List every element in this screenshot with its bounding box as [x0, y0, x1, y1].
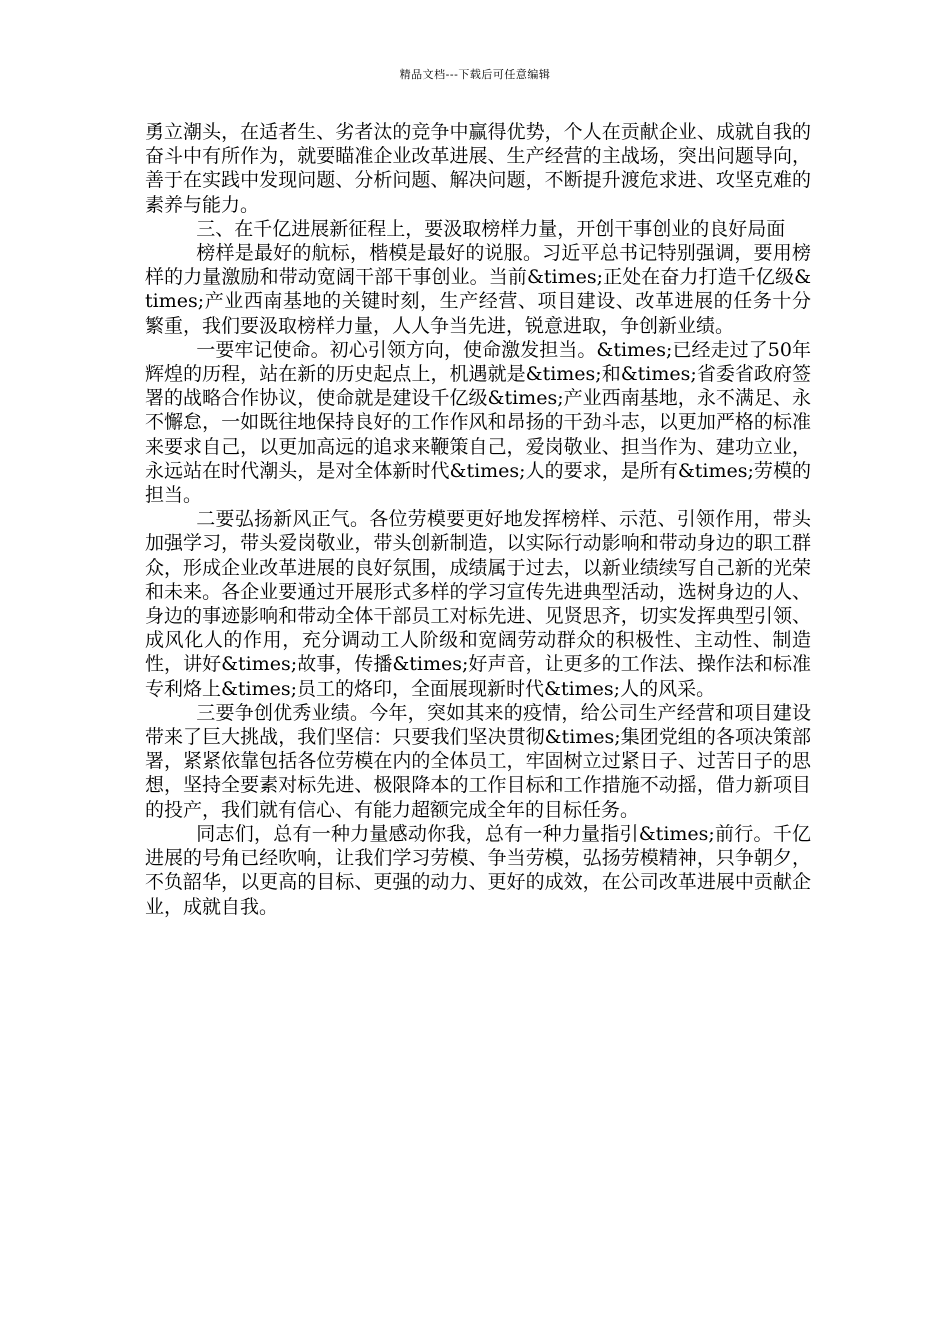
paragraph-remember-mission: 一要牢记使命。初心引领方向，使命激发担当。&times;已经走过了50年辉煌的历程，站在新的历史起点上，机遇就是&times;和&times;省委省政府签署的战略合作协议，使命就是建设千亿级&times;产业西南基地，永不满足、永不懈怠，一如既往地保持良好的工作作风和昂扬的干劲斗志，以更加严格的标准来要求自己，以更加高远的追求来鞭策自己，爱岗敬业、担当作为、建功立业，永远站在时代潮头，是对全体新时代&times;人的要求，是所有&times;劳模的担当。	[145, 338, 811, 507]
paragraph-intro-continuation: 勇立潮头，在适者生、劣者汰的竞争中赢得优势，个人在贡献企业、成就自我的奋斗中有所作为，就要瞄准企业改革进展、生产经营的主战场，突出问题导向，善于在实践中发现问题、分析问题、解决问题，不断提升渡危求进、攻坚克难的素养与能力。	[145, 121, 811, 216]
paragraph-strive-for-excellence: 三要争创优秀业绩。今年，突如其来的疫情，给公司生产经营和项目建设带来了巨大挑战，我们坚信：只要我们坚决贯彻&times;集团党组的各项决策部署，紧紧依靠包括各位劳模在内的全体员工，牢固树立过紧日子、过苦日子的思想，坚持全要素对标先进、极限降本的工作目标和工作措施不动摇，借力新项目的投产，我们就有信心、有能力超额完成全年的目标任务。	[145, 701, 811, 821]
document-body	[145, 120, 811, 919]
paragraph-role-models: 榜样是最好的航标，楷模是最好的说服。习近平总书记特别强调，要用榜样的力量激励和带动宽阔干部干事创业。当前&times;正处在奋力打造千亿级&times;产业西南基地的关键时刻，生产经营、项目建设、改革进展的任务十分繁重，我们要汲取榜样力量，人人争当先进，锐意进取，争创新业绩。	[145, 242, 811, 337]
section-heading-three: 三、在千亿进展新征程上，要汲取榜样力量，开创干事创业的良好局面	[196, 217, 786, 240]
paragraph-promote-new-atmosphere: 二要弘扬新风正气。各位劳模要更好地发挥榜样、示范、引领作用，带头加强学习，带头爱岗敬业，带头创新制造，以实际行动影响和带动身边的职工群众，形成企业改革进展的良好氛围，成绩属于过去，以新业绩续写自己新的光荣和未来。各企业要通过开展形式多样的学习宣传先进典型活动，选树身边的人、身边的事迹影响和带动全体干部员工对标先进、见贤思齐，切实发挥典型引领、成风化人的作用，充分调动工人阶级和宽阔劳动群众的积极性、主动性、制造性，讲好&times;故事，传播&times;好声音，让更多的工作法、操作法和标准专利烙上&times;员工的烙印，全面展现新时代&times;人的风采。	[145, 508, 811, 700]
page-header: 精品文档---下载后可任意编辑	[399, 68, 551, 81]
paragraph-closing: 同志们，总有一种力量感动你我，总有一种力量指引&times;前行。千亿进展的号角已经吹响，让我们学习劳模、争当劳模，弘扬劳模精神，只争朝夕，不负韶华，以更高的目标、更强的动力、更好的成效，在公司改革进展中贡献企业，成就自我。	[145, 822, 811, 918]
